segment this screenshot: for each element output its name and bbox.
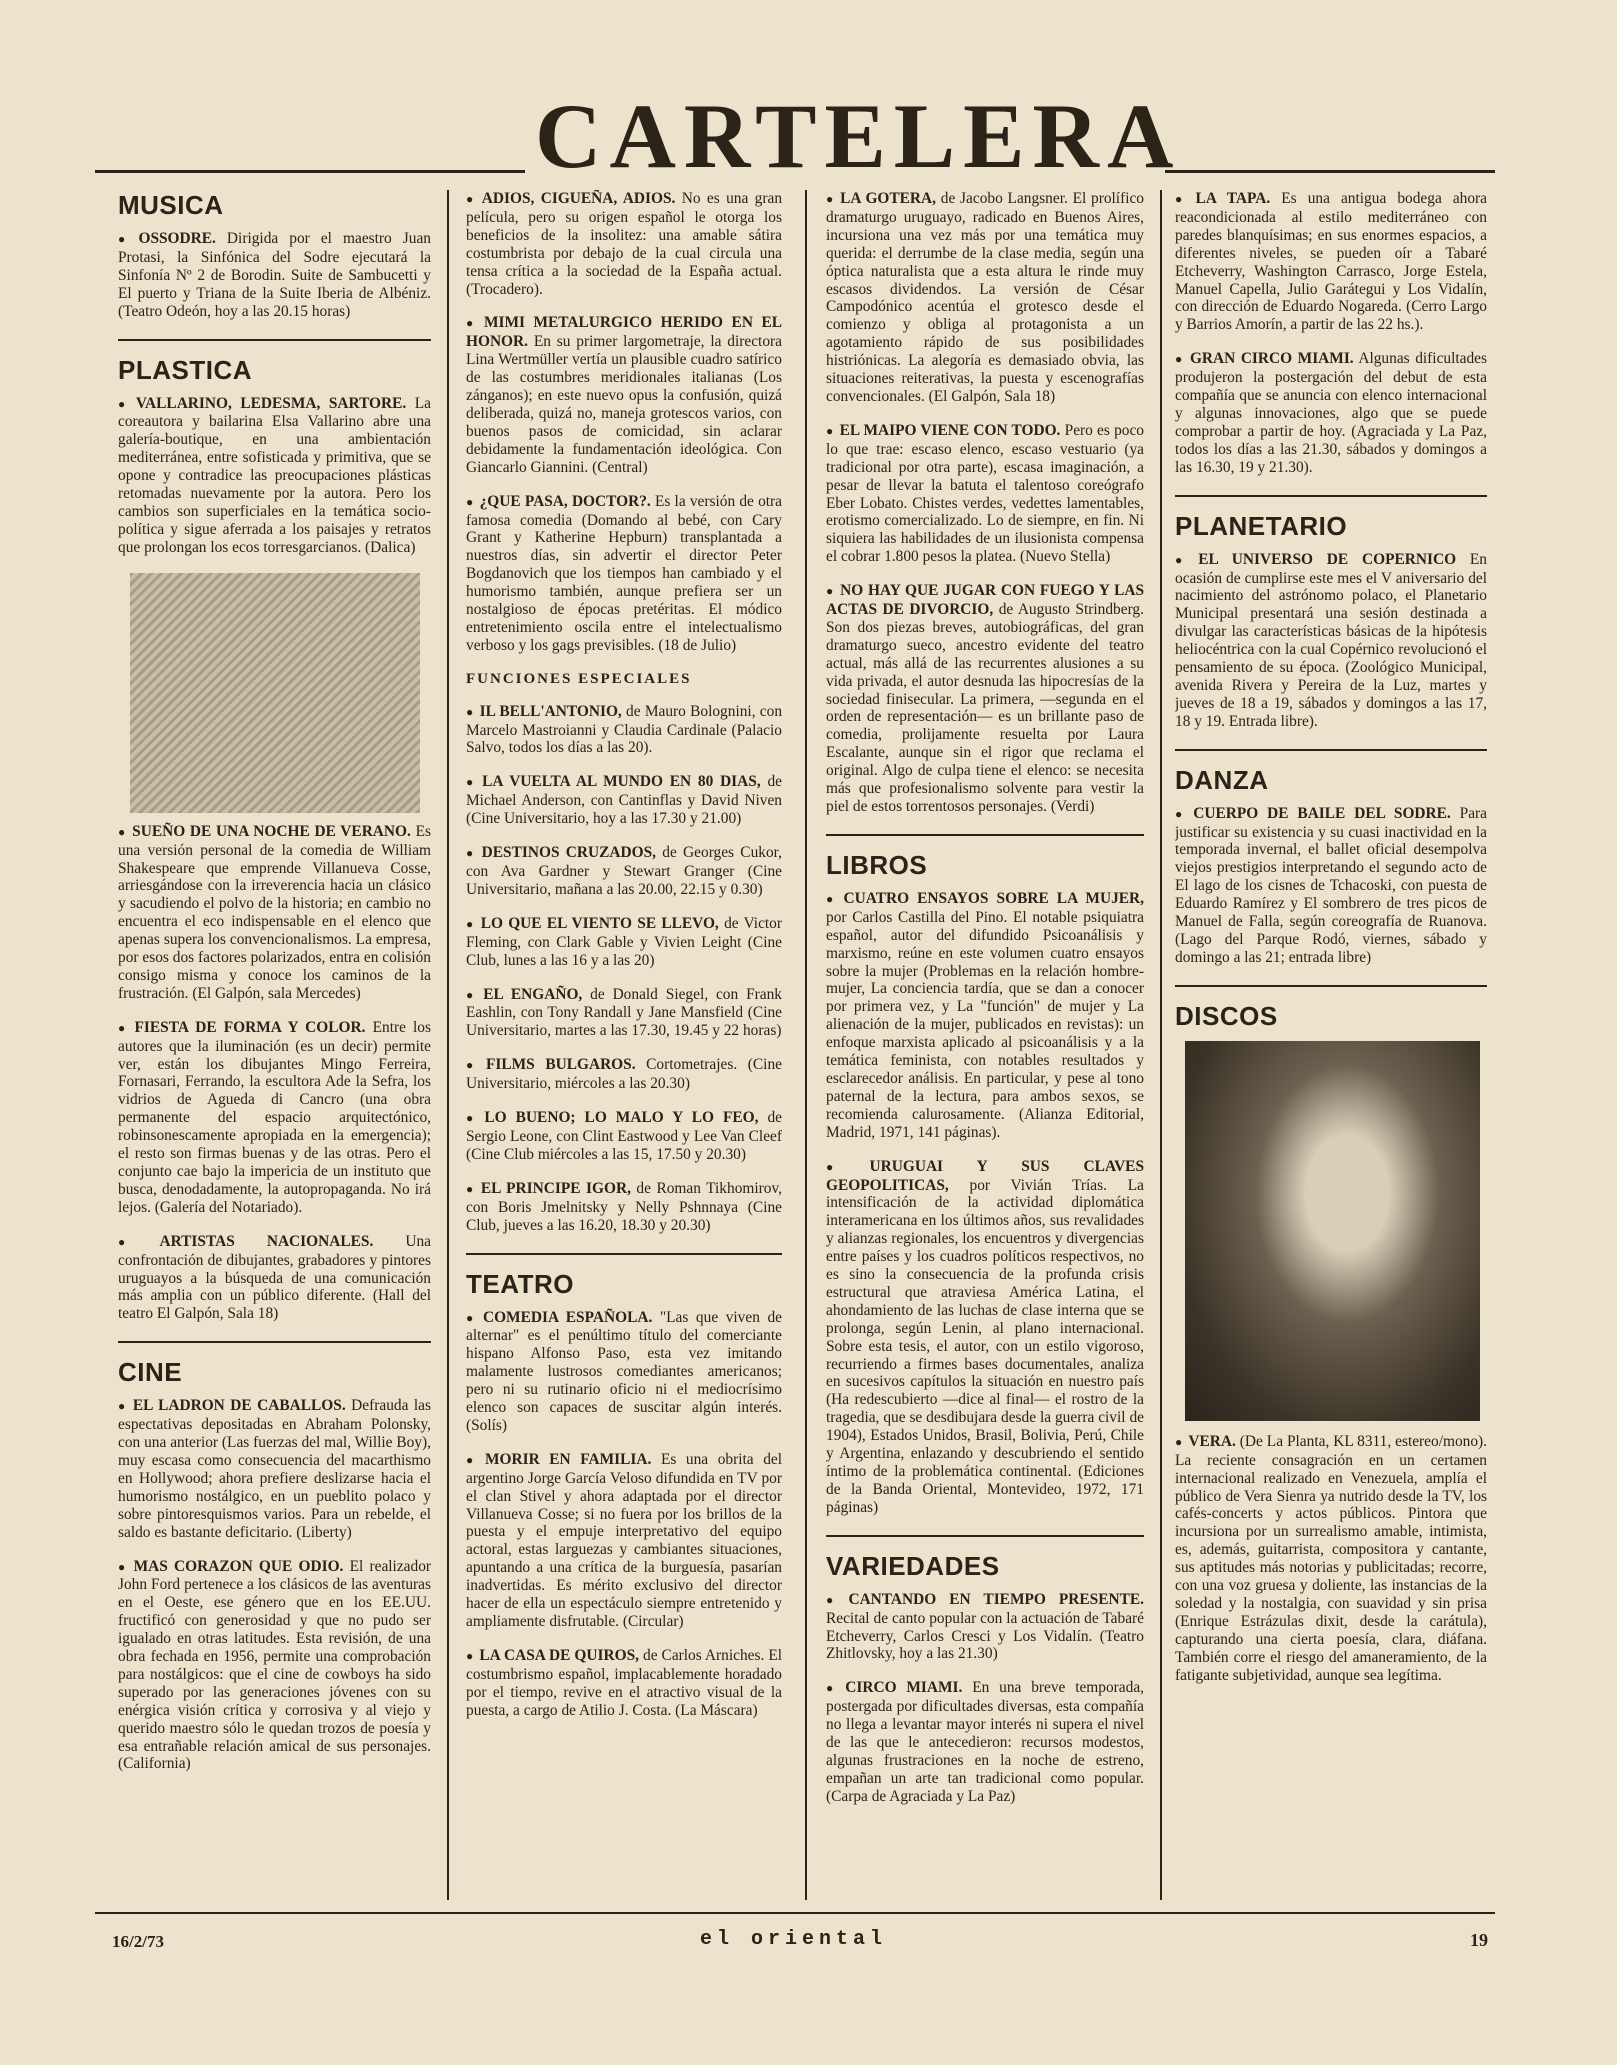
section-heading-libros: LIBROS <box>826 849 928 880</box>
list-item: ● EL UNIVERSO DE COPERNICO En ocasión de cumplirse este mes el V aniversario del nacimiento del astrónomo polaco, el Planetario Municipal presentará una sesión destinada a divulgar las características básicas de la hipótesis heliocéntrica con la cual Copérnico revolucionó el pensamiento de su época. (Zoológico Municipal, avenida Rivera y Pereira de la Luz, martes y jueves de 18 a 19, sábados y domingos a las 17, 18 y 19. Entrada libre). <box>1175 550 1487 730</box>
list-item: ● OSSODRE. Dirigida por el maestro Juan Protasi, la Sinfónica del Sodre ejecutará la Sinfonía Nº 2 de Borodin. Suite de Sambucetti y El puerto y Triana de la Suite Iberia de Albéniz. (Teatro Odeón, hoy a las 20.15 horas) <box>118 230 431 320</box>
section-divider <box>466 1253 782 1255</box>
section-divider <box>1175 985 1487 987</box>
list-item: ● IL BELL'ANTONIO, de Mauro Bolognini, con Marcelo Mastroianni y Claudia Cardinale (Palacio Salvo, todos los días a las 20). <box>466 702 782 757</box>
section-divider <box>1175 495 1487 497</box>
footer-date: 16/2/73 <box>112 1932 164 1951</box>
footer-publication: el oriental <box>700 1928 888 1951</box>
section-divider <box>826 834 1144 836</box>
list-item: ● EL PRINCIPE IGOR, de Roman Tikhomirov, con Boris Jmelnitsky y Nelly Pshnnaya (Cine Club, jueves a las 16.20, 18.30 y 20.30) <box>466 1179 782 1234</box>
list-item: ● MORIR EN FAMILIA. Es una obrita del argentino Jorge García Veloso difundida en TV por el clan Stivel y ahora adaptada por el director Villanueva Cosse; si no fuera por los brillos de la puesta y el empuje interpretativo del equipo actoral, estas larguezas y cambiantes situaciones, apuntando a una crítica de la burguesía, pasarían inadvertidas. Es mérito exclusivo del director hacer de ella un espectáculo siempre entretenido y ampliamente disfrutable. (Circular) <box>466 1450 782 1630</box>
masthead-rule-left <box>95 170 525 173</box>
list-item: ● COMEDIA ESPAÑOLA. "Las que viven de alternar" es el penúltimo título del comerciante hispano Alfonso Paso, esta vez imitando malamente lustrosos comediantes americanos; pero ni su rutinario oficio ni el mediocrísimo elenco son capaces de suscitar algún interés. (Solís) <box>466 1308 782 1434</box>
section-divider <box>1175 749 1487 751</box>
column-4 <box>1175 190 1487 1890</box>
column-1 <box>118 190 431 1890</box>
list-item: ● ADIOS, CIGUEÑA, ADIOS. No es una gran película, pero su origen español le otorga los beneficios de la insolitez: una amable sátira costumbrista por debajo de la cual circula una tensa crítica a la sociedad de la España actual. (Trocadero). <box>466 190 782 298</box>
list-item: ● NO HAY QUE JUGAR CON FUEGO Y LAS ACTAS DE DIVORCIO, de Augusto Strindberg. Son dos piezas breves, autobiográficas, del gran dramaturgo sueco, ancestro evidente del teatro actual, más allá de las recurrentes alusiones a su vida privada, el autor desnuda las hipocresías de la sociedad finisecular. La primera, —segunda en el orden de representación— es un brillante paso de comedia, prolijamente resuelta por Laura Escalante, aunque sin el rigor que reclama el original. Algo de culpa tiene el elenco: se necesita más que profesionalismo solvente para vestir la piel de estos torrentosos personajes. (Verdi) <box>826 582 1144 815</box>
list-item: ● LA TAPA. Es una antigua bodega ahora reacondicionada al estilo mediterráneo con paredes blanquísimas; en sus enormes espacios, a diferentes niveles, se pueden oír a Tabaré Etcheverry, Washington Carrasco, Jorge Estela, Manuel Capella, Julio Garátegui y Los Vidalín, con dirección de Eduardo Nogareda. (Cerro Largo y Barrios Amorín, a partir de las 22 hs.). <box>1175 190 1487 334</box>
list-item: ● MAS CORAZON QUE ODIO. El realizador John Ford pertenece a los clásicos de las aventuras en el Oeste, ese género que en los EE.UU. fructificó con generosidad y que no pudo ser igualado en otras latitudes. Esta revisión, de una obra fechada en 1956, permite una comprobación para nostálgicos: que el cine de cowboys ha sido superado por las generaciones jóvenes con su enérgica visión crítica y corrosiva y al viejo y querido maestro sólo le quedan trozos de poesía y esa entrañable relación amical de sus personajes. (California) <box>118 1557 431 1773</box>
section-heading-cine: CINE <box>118 1357 183 1388</box>
artwork-photo <box>130 573 420 813</box>
subhead-funciones-especiales: FUNCIONES ESPECIALES <box>466 670 692 687</box>
list-item: ● MIMI METALURGICO HERIDO EN EL HONOR. En su primer largometraje, la directora Lina Wertmüller vertía un plausible cuadro satírico de las costumbres meridionales italianas (Los zánganos); en este nuevo opus la confusión, quizá deliberada, quizá no, maneja grotescos varios, con buenos pasos de comicidad, sin aclarar debidamente la fundamentación ideológica. Con Giancarlo Giannini. (Central) <box>466 314 782 476</box>
list-item: ● VALLARINO, LEDESMA, SARTORE. La coreautora y bailarina Elsa Vallarino abre una galería-boutique, en una ambientación mediterránea, entre sofisticada y primitiva, que se opone y contradice las preocupaciones plásticas retomadas nuevamente por la autora. Pero los cambios son superficiales en la temática socio-política y sigue aferrada a los paisajes y retratos que prolongan los ecos torresgarcianos. (Dalica) <box>118 394 431 556</box>
list-item: ● CUATRO ENSAYOS SOBRE LA MUJER, por Carlos Castilla del Pino. El notable psiquiatra español, autor del difundido Psicoanálisis y marxismo, reúne en este volumen cuatro ensayos sobre la mujer (Problemas en la relación hombre-mujer, La conciencia tardía, que se dan a conocer por primera vez, y La "función" de mujer y La alienación de la mujer, publicados en revistas): un enfoque marxista aplicado al psicoanálisis y a la temática feminista, con notables resultados y esclarecedor análisis. En particular, y pese al tono paternal de la lectura, para ambos sexos, se recomienda calurosamente. (Alianza Editorial, Madrid, 1971, 141 páginas). <box>826 889 1144 1141</box>
section-heading-variedades: VARIEDADES <box>826 1550 1000 1581</box>
masthead <box>95 85 1495 190</box>
column-3 <box>826 190 1144 1890</box>
list-item: ● LO QUE EL VIENTO SE LLEVO, de Victor Fleming, con Clark Gable y Vivien Leight (Cine Club, lunes a las 16 y a las 20) <box>466 914 782 969</box>
section-divider <box>118 339 431 341</box>
list-item: ● CUERPO DE BAILE DEL SODRE. Para justificar su existencia y su cuasi inactividad en la temporada invernal, el ballet oficial desempolva viejos prestigios interpretando el segundo acto de El lago de los cisnes de Tchacoski, con puesta de Eduardo Ramírez y El sombrero de tres picos de Manuel de Falla, según coreografía de Ruanova. (Lago del Parque Rodó, viernes, sábado y domingo a las 21; entrada libre) <box>1175 804 1487 966</box>
list-item: ● URUGUAI Y SUS CLAVES GEOPOLITICAS, por Vivián Trías. La intensificación de la actividad diplomática interamericana en los últimos años, sus revalidades y alianzas regionales, los encuentros y divergencias entre países y los cuadros políticos respectivos, no es sino la consecuencia de la profunda crisis estructural que atraviesa América Latina, el ahondamiento de las luchas de clase interna que se prolonga, según Lenin, al plano internacional. Sobre esta tesis, el autor, con un estilo vigoroso, recurriendo a firmes bases documentales, analiza en sucesivos capítulos la situación en nuestro país (Ha redescubierto —dice al final— el rostro de la tragedia, que se desdibujara desde la guerra civil de 1904), Estados Unidos, Brasil, Bolivia, Perú, Chile y Argentina, enlazando y descubriendo el sentido íntimo de la problemática continental. (Ediciones de la Banda Oriental, Montevideo, 1972, 171 páginas) <box>826 1157 1144 1516</box>
section-divider <box>826 1535 1144 1537</box>
list-item: ● FILMS BULGAROS. Cortometrajes. (Cine Universitario, miércoles a las 20.30) <box>466 1056 782 1093</box>
list-item: ● EL LADRON DE CABALLOS. Defrauda las espectativas depositadas en Abraham Polonsky, con una anterior (Las fuerzas del mal, Willie Boy), muy escasa como consecuencia del macarthismo en Hollywood; ahora prefiere deslizarse hacia el humorismo nostálgico, en un pueblito polaco y sobre pintoresquismos varios. Para un rebelde, el saldo es bastante deficitario. (Liberty) <box>118 1397 431 1541</box>
section-heading-planetario: PLANETARIO <box>1175 510 1348 541</box>
list-item: ● GRAN CIRCO MIAMI. Algunas dificultades produjeron la postergación del debut de esta compañía que se anuncia con elenco internacional y algunas innovaciones, algo que se puede comprobar a partir de hoy. (Agraciada y La Paz, todos los días a las 21.30, sábados y domingos a las 16.30, 19 y 21.30). <box>1175 350 1487 476</box>
list-item: ● LO BUENO; LO MALO Y LO FEO, de Sergio Leone, con Clint Eastwood y Lee Van Cleef (Cine Club miércoles a las 15, 17.50 y 20.30) <box>466 1109 782 1163</box>
column-divider <box>447 190 449 1900</box>
section-heading-teatro: TEATRO <box>466 1268 574 1299</box>
section-heading-discos: DISCOS <box>1175 1000 1278 1031</box>
list-item: ● EL MAIPO VIENE CON TODO. Pero es poco lo que trae: escaso elenco, escaso vestuario (ya tradicional por otra parte), escasa imaginación, a pesar de llevar la batuta el talentoso coreógrafo Eber Lobato. Chistes verdes, vedettes lamentables, erotismo comercializado. Lo de siempre, en fin. Ni siquiera las habilidades de un ilusionista compensa el cobrar 1.800 pesos la platea. (Nuevo Stella) <box>826 421 1144 566</box>
masthead-rule-right <box>1165 170 1495 173</box>
list-item: ● EL ENGAÑO, de Donald Siegel, con Frank Eashlin, con Tony Randall y Jane Mansfield (Cine Universitario, martes a las 17.30, 19.45 y 22 horas) <box>466 985 782 1040</box>
column-divider <box>805 190 807 1900</box>
section-heading-musica: MUSICA <box>118 190 224 220</box>
section-heading-plastica: PLASTICA <box>118 354 252 385</box>
list-item: ● ¿QUE PASA, DOCTOR?. Es la versión de otra famosa comedia (Domando al bebé, con Cary Grant y Katherine Hepburn) transplantada a nuestros días, sin advertir el director Peter Bogdanovich que los tiempos han cambiado y el humorismo también, aunque prefiera ser un nostalgioso de épocas pretéritas. El módico entretenimiento oscila entre el intelectualismo verboso y los gags previsibles. (18 de Julio) <box>466 492 782 654</box>
list-item: ● LA CASA DE QUIROS, de Carlos Arniches. El costumbrismo español, implacablemente horadado por el tiempo, revive en el atractivo visual de la puesta, a cargo de Atilio J. Costa. (La Máscara) <box>466 1646 782 1719</box>
list-item: ● CIRCO MIAMI. En una breve temporada, postergada por dificultades diversas, esta compañía no llega a levantar mayor interés ni supera el nivel de las que le antecedieron: recursos modestos, algunas frustraciones en la noche de estreno, empañan un arte tan tradicional como popular. (Carpa de Agraciada y La Paz) <box>826 1679 1144 1805</box>
list-item: ● LA VUELTA AL MUNDO EN 80 DIAS, de Michael Anderson, con Cantinflas y David Niven (Cine Universitario, hoy a las 17.30 y 21.00) <box>466 773 782 828</box>
list-item: ● LA GOTERA, de Jacobo Langsner. El prolífico dramaturgo uruguayo, radicado en Buenos Aires, incursiona una vez más por una temática muy querida: el derrumbe de la clase media, según una óptica naturalista que a esta altura le rinde muy escasos dividendos. La versión de César Campodónico acentúa el grotesco desde el comienzo y obliga al protagonista a un agotamiento rápido de sus posibilidades histriónicas. La alegoría es demasiado obvia, las situaciones reiterativas, la puesta y escenografías convencionales. (El Galpón, Sala 18) <box>826 190 1144 405</box>
page-number: 19 <box>1470 1930 1488 1950</box>
section-heading-danza: DANZA <box>1175 764 1269 795</box>
masthead-title: CARTELERA <box>535 85 1182 187</box>
portrait-photo <box>1185 1041 1480 1421</box>
list-item: ● DESTINOS CRUZADOS, de Georges Cukor, con Ava Gardner y Stewart Granger (Cine Universitario, mañana a las 20.00, 22.15 y 0.30) <box>466 844 782 898</box>
section-divider <box>118 1341 431 1343</box>
list-item: ● FIESTA DE FORMA Y COLOR. Entre los autores que la iluminación (es un decir) permite ver, están los dibujantes Mingo Ferreira, Fornasari, Ferrando, la escultora Ade la Sefra, los vidrios de Agueda di Cancro (una obra permanente del espacio arquitectónico, robinsonescamente apropiada en la emergencia); el resto son firmas buenas y de las otras. Pero el conjunto cae bajo la impericia de un instituto que busca, denodadamente, la autopropaganda. No irá lejos. (Galería del Notariado). <box>118 1018 431 1216</box>
column-divider <box>1160 190 1162 1900</box>
footer-rule <box>95 1912 1495 1914</box>
list-item: ● VERA. (De La Planta, KL 8311, estereo/mono). La reciente consagración en un certamen internacional realizado en Venezuela, amplía el público de Vera Sienra ya nutrido desde la TV, los cafés-concerts y actos públicos. Pintora que incursiona por un surrealismo amable, intimista, es, además, guitarrista, compositora y cantante, sus aptitudes más notorias y publicitadas; recorre, con una voz gruesa y doliente, las instancias de la soledad y la nostalgia, con suavidad y sin prisa (Enrique Estrázulas dixit, desde la carátula), capturando una cierta poesía, clara, diáfana. También corre el riesgo del amaneramiento, de la fatigante subjetividad, aunque sea legítima. <box>1175 1432 1487 1684</box>
list-item: ● SUEÑO DE UNA NOCHE DE VERANO. Es una versión personal de la comedia de William Shakespeare que emprende Villanueva Cosse, arriesgándose con la irreverencia hacia un clásico y sacudiendo el polvo de la historia; en cambio no encuentra el eco indispensable en el elenco que apenas supera los convencionalismos. La empresa, por esos dos factores polarizados, entra en colisión consigo misma y conoce los caminos de la frustración. (El Galpón, sala Mercedes) <box>118 822 431 1002</box>
list-item: ● CANTANDO EN TIEMPO PRESENTE. Recital de canto popular con la actuación de Tabaré Etcheverry, Carlos Cresci y Los Vidalín. (Teatro Zhitlovsky, hoy a las 21.30) <box>826 1590 1144 1663</box>
list-item: ● ARTISTAS NACIONALES. Una confrontación de dibujantes, grabadores y pintores uruguayos a la búsqueda de una comunicación más amplia con un público diferente. (Hall del teatro El Galpón, Sala 18) <box>118 1232 431 1323</box>
column-2 <box>466 190 782 1890</box>
